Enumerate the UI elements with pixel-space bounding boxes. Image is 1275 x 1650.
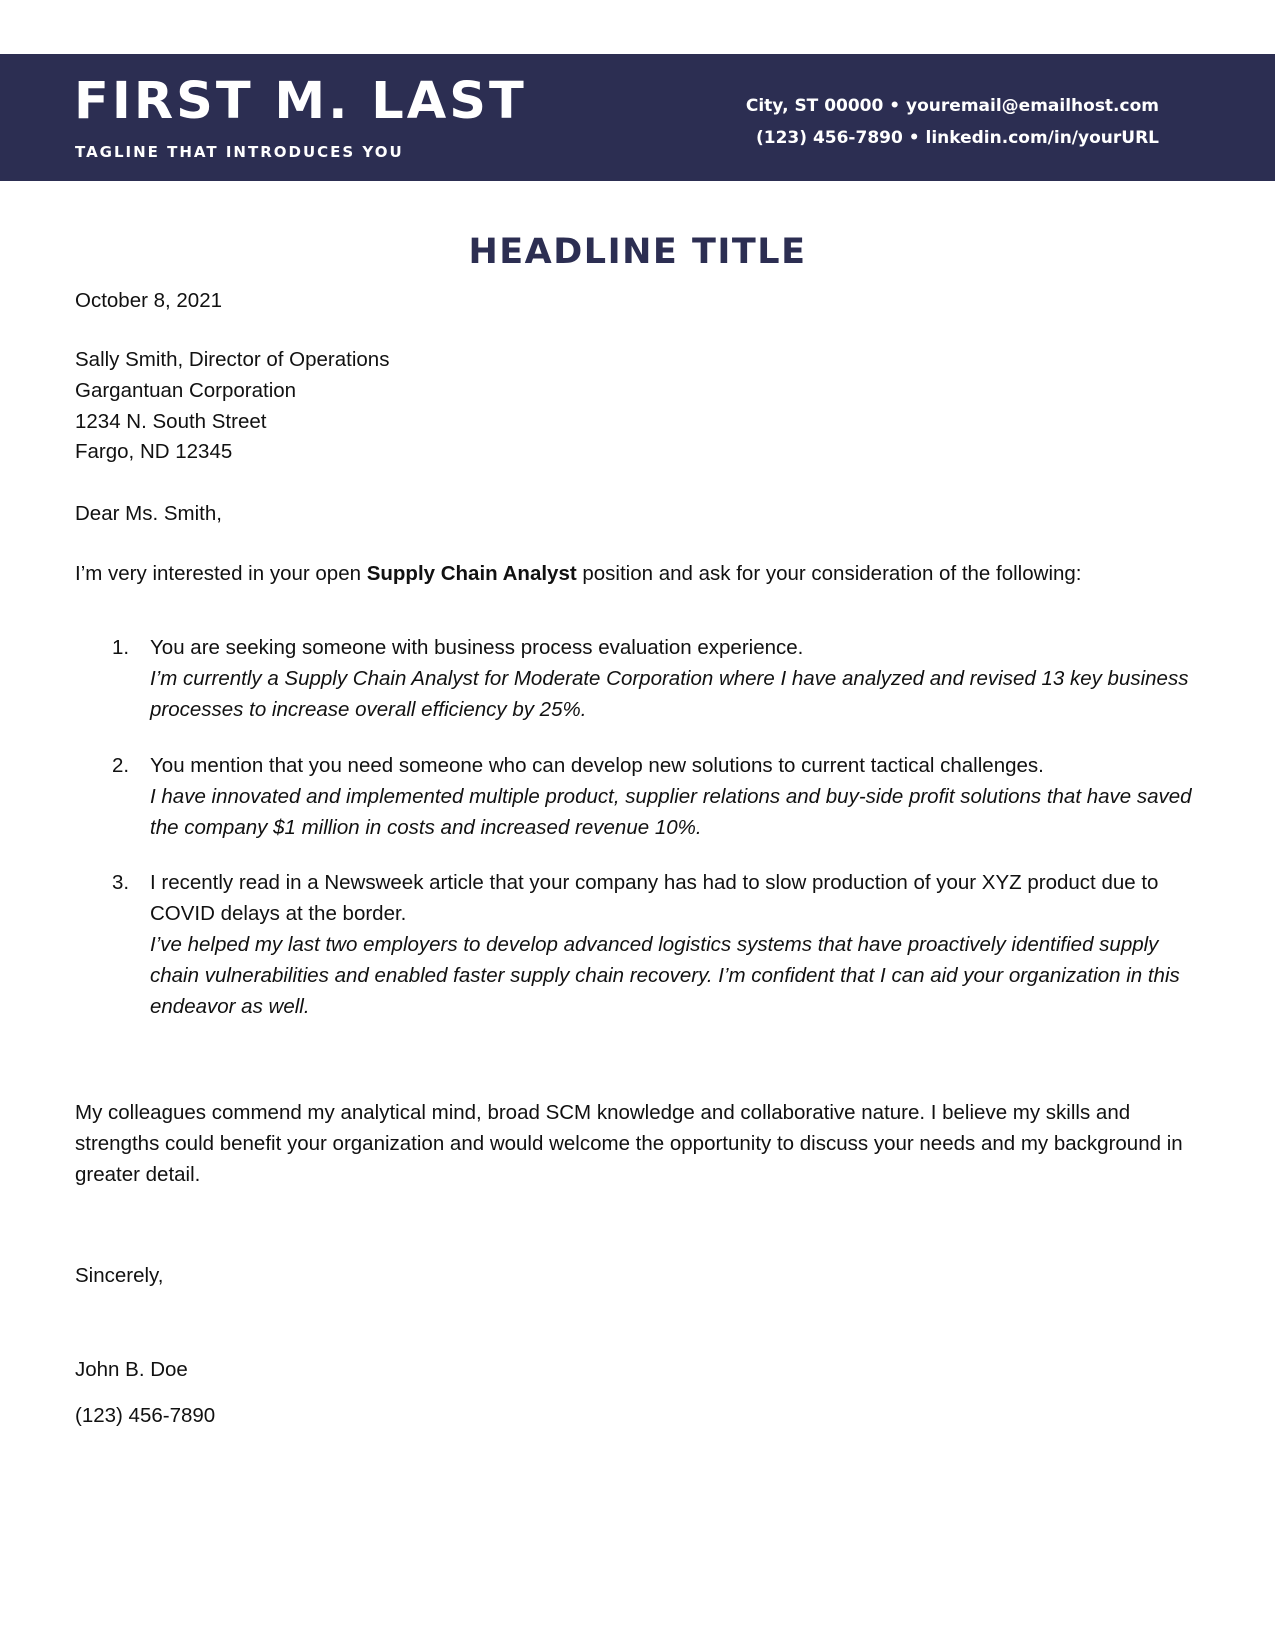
- intro-text: I’m very interested in your open: [75, 562, 367, 585]
- list-item-requirement: I recently read in a Newsweek article that your company has had to slow production of your XYZ product due to COVID delays at the border.: [150, 871, 1159, 925]
- intro-paragraph: [75, 558, 1082, 589]
- signature-name: John B. Doe: [75, 1358, 188, 1381]
- list-item-response: I’ve helped my last two employers to develop advanced logistics systems that have proactively identified supply chain vulnerabilities and enabled faster supply chain recovery. I’m confident that I can aid your organization in this endeavor as well.: [150, 933, 1180, 1018]
- signature-phone: (123) 456-7890: [75, 1404, 216, 1427]
- contact-block: [746, 90, 1159, 154]
- intro-text: position and ask for your consideration of the following:: [576, 562, 1082, 585]
- recipient-line: Gargantuan Corporation: [75, 379, 297, 402]
- contact-line-address-email: City, ST 00000 • youremail@emailhost.com: [745, 96, 1159, 116]
- signoff: Sincerely,: [75, 1264, 164, 1287]
- letter-date: October 8, 2021: [75, 289, 223, 312]
- list-item-requirement: You are seeking someone with business process evaluation experience.: [150, 636, 804, 659]
- list-item-response: I have innovated and implemented multiple product, supplier relations and buy-side profit solutions that have saved the company $1 million in costs and increased revenue 10%.: [150, 785, 1192, 839]
- applicant-name: FIRST M. LAST: [74, 72, 527, 131]
- applicant-tagline: TAGLINE THAT INTRODUCES YOU: [75, 143, 404, 161]
- salutation: Dear Ms. Smith,: [75, 502, 222, 525]
- list-item-requirement: You mention that you need someone who can develop new solutions to current tactical challenges.: [150, 754, 1044, 777]
- position-title: Supply Chain Analyst: [366, 562, 577, 585]
- recipient-line: Sally Smith, Director of Operations: [75, 348, 390, 371]
- closing-paragraph: My colleagues commend my analytical mind, broad SCM knowledge and collaborative nature. I believe my skills and strengths could benefit your organization and would welcome the opportunity to discuss your needs and my background in greater detail.: [75, 1101, 1183, 1186]
- list-item-number: 1.: [112, 636, 130, 659]
- headline-title: HEADLINE TITLE: [468, 232, 807, 272]
- recipient-line: 1234 N. South Street: [75, 410, 267, 433]
- list-item-number: 2.: [112, 754, 130, 777]
- list-item-number: 3.: [112, 871, 130, 894]
- list-item-response: I’m currently a Supply Chain Analyst for Moderate Corporation where I have analyzed and revised 13 key business processes to increase overall efficiency by 25%.: [150, 667, 1189, 721]
- contact-line-phone-linkedin: (123) 456-7890 • linkedin.com/in/yourURL: [756, 128, 1159, 148]
- recipient-line: Fargo, ND 12345: [75, 440, 233, 463]
